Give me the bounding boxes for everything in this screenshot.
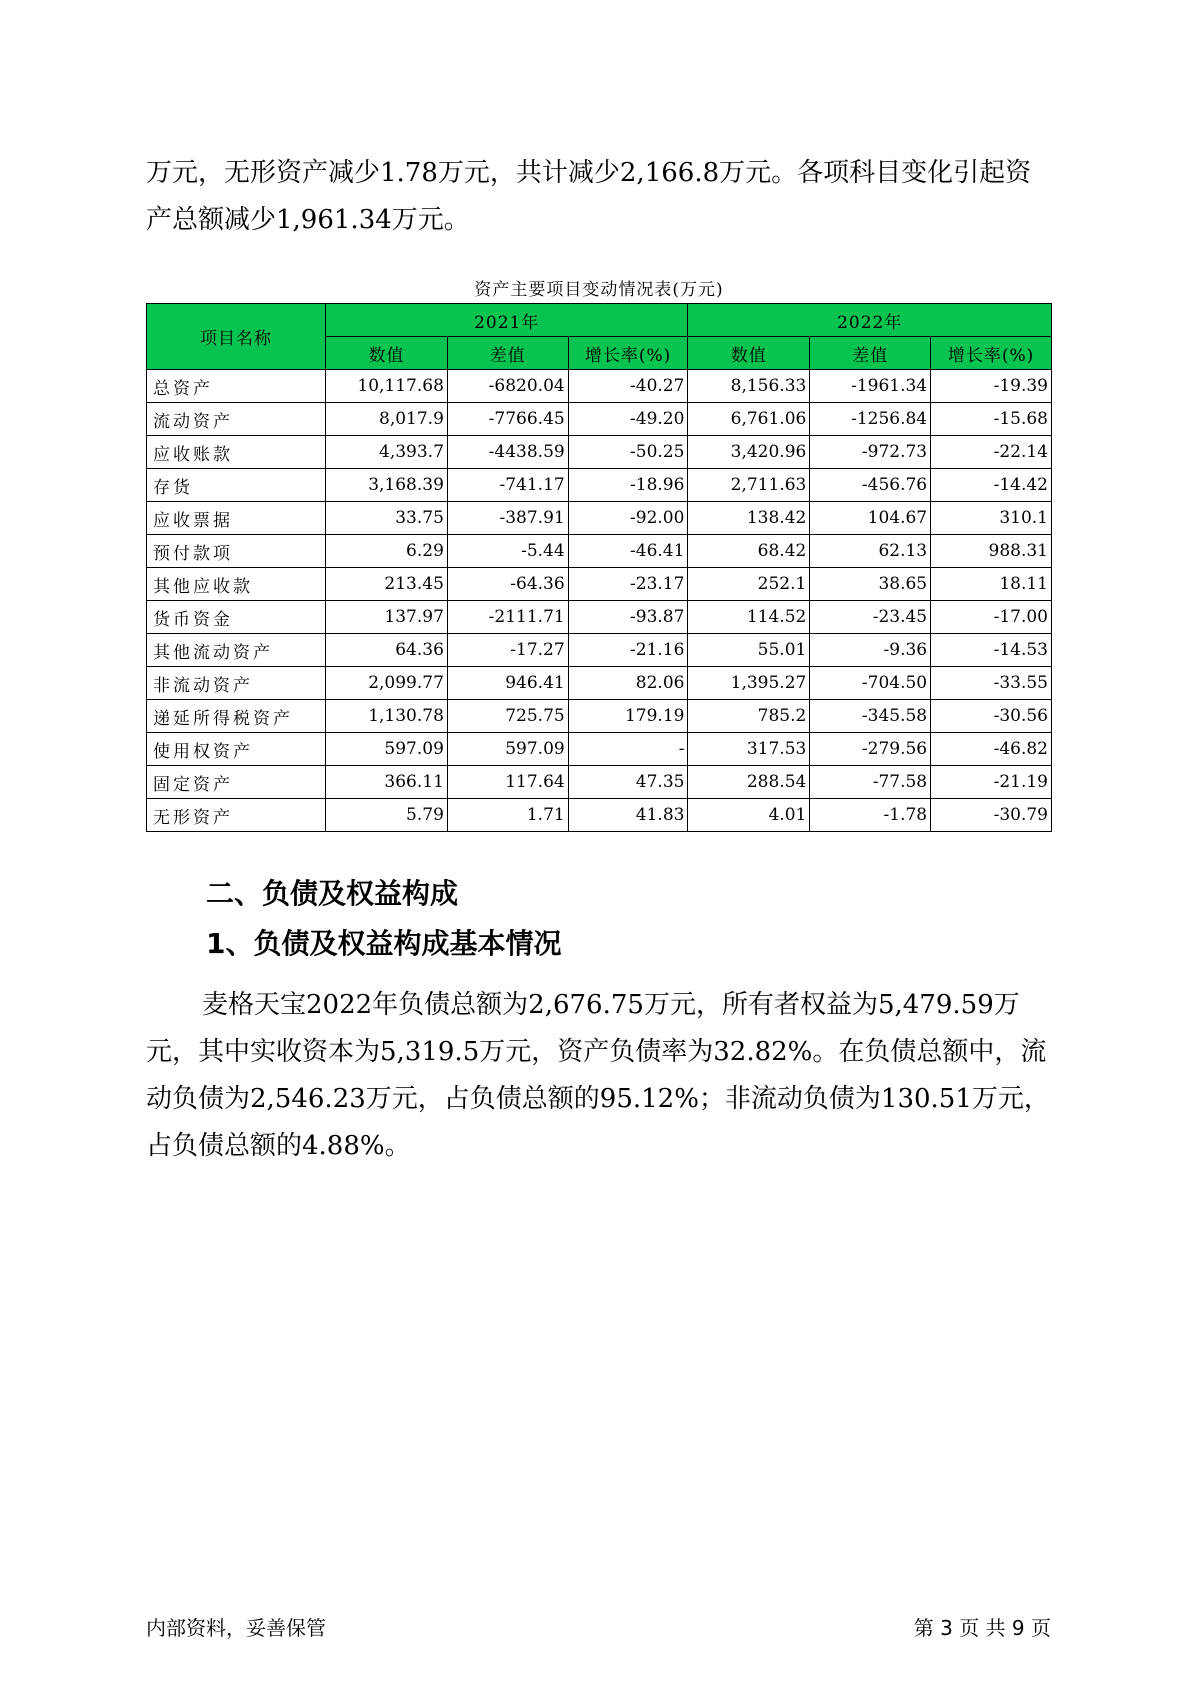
table-cell: 3,420.96 xyxy=(688,436,810,469)
table-cell: -1.78 xyxy=(810,799,931,832)
table-cell: -21.16 xyxy=(568,634,688,667)
table-cell: -18.96 xyxy=(568,469,688,502)
row-item-name: 应收账款 xyxy=(147,436,326,469)
row-item-name: 应收票据 xyxy=(147,502,326,535)
table-cell: -704.50 xyxy=(810,667,931,700)
header-growth-2022: 增长率(%) xyxy=(931,337,1052,370)
table-cell: 114.52 xyxy=(688,601,810,634)
table-cell: -7766.45 xyxy=(447,403,568,436)
table-cell: 310.1 xyxy=(931,502,1052,535)
table-row xyxy=(147,601,1052,634)
table-cell: -14.42 xyxy=(931,469,1052,502)
table-cell: 785.2 xyxy=(688,700,810,733)
table-cell: 1,130.78 xyxy=(326,700,448,733)
table-cell: 725.75 xyxy=(447,700,568,733)
table-cell: 62.13 xyxy=(810,535,931,568)
table-caption: 资产主要项目变动情况表(万元) xyxy=(474,280,724,300)
table-cell: -40.27 xyxy=(568,370,688,403)
row-item-name: 其他应收款 xyxy=(147,568,326,601)
body-paragraph xyxy=(146,982,1056,1170)
table-cell: -77.58 xyxy=(810,766,931,799)
header-diff-2022: 差值 xyxy=(810,337,931,370)
body-text: 麦格天宝2022年负债总额为2,676.75万元，所有者权益为5,479.59万元，其中实收资本为5,319.5万元，资产负债率为32.82%。在负债总额中，流动负债为2,546.23万元，占负债总额的95.12%；非流动负债为130.51万元，占负债总额的4.88%。 xyxy=(146,990,1050,1161)
table-cell: -23.17 xyxy=(568,568,688,601)
table-cell: 8,017.9 xyxy=(326,403,448,436)
intro-paragraph xyxy=(146,150,1056,244)
row-item-name: 固定资产 xyxy=(147,766,326,799)
header-value-2022: 数值 xyxy=(688,337,810,370)
table-cell: -30.56 xyxy=(931,700,1052,733)
table-row xyxy=(147,667,1052,700)
table-cell: 366.11 xyxy=(326,766,448,799)
table-cell: 5.79 xyxy=(326,799,448,832)
table-cell: -345.58 xyxy=(810,700,931,733)
table-cell: 2,711.63 xyxy=(688,469,810,502)
table-cell: -741.17 xyxy=(447,469,568,502)
table-cell: 4.01 xyxy=(688,799,810,832)
table-row xyxy=(147,733,1052,766)
table-row xyxy=(147,700,1052,733)
header-year-2022: 2022年 xyxy=(688,304,1052,337)
table-cell: 138.42 xyxy=(688,502,810,535)
table-cell: -50.25 xyxy=(568,436,688,469)
table-row xyxy=(147,403,1052,436)
footer-page-number: 第 3 页 共 9 页 xyxy=(913,1616,1051,1640)
table-cell: 47.35 xyxy=(568,766,688,799)
table-cell: 1.71 xyxy=(447,799,568,832)
sub-heading: 1、负债及权益构成基本情况 xyxy=(206,927,562,960)
row-item-name: 使用权资产 xyxy=(147,733,326,766)
asset-change-table xyxy=(146,303,1052,832)
row-item-name: 无形资产 xyxy=(147,799,326,832)
table-cell: -33.55 xyxy=(931,667,1052,700)
row-item-name: 存货 xyxy=(147,469,326,502)
table-row xyxy=(147,469,1052,502)
table-body xyxy=(147,370,1052,832)
table-cell: -64.36 xyxy=(447,568,568,601)
table-header-row-years xyxy=(147,304,1052,337)
table-cell: 6.29 xyxy=(326,535,448,568)
table-cell: -15.68 xyxy=(931,403,1052,436)
header-item-name: 项目名称 xyxy=(147,304,326,370)
table-cell: -19.39 xyxy=(931,370,1052,403)
table-cell: 10,117.68 xyxy=(326,370,448,403)
table-cell: 82.06 xyxy=(568,667,688,700)
table-cell: -30.79 xyxy=(931,799,1052,832)
table-cell: 55.01 xyxy=(688,634,810,667)
table-cell: -6820.04 xyxy=(447,370,568,403)
table-cell: -4438.59 xyxy=(447,436,568,469)
row-item-name: 流动资产 xyxy=(147,403,326,436)
table-cell: 2,099.77 xyxy=(326,667,448,700)
table-cell: -21.19 xyxy=(931,766,1052,799)
table-cell: - xyxy=(568,733,688,766)
table-cell: 104.67 xyxy=(810,502,931,535)
table-cell: 252.1 xyxy=(688,568,810,601)
table-cell: -93.87 xyxy=(568,601,688,634)
table-cell: -92.00 xyxy=(568,502,688,535)
table-cell: 68.42 xyxy=(688,535,810,568)
intro-text: 万元，无形资产减少1.78万元，共计减少2,166.8万元。各项科目变化引起资产总额减少1,961.34万元。 xyxy=(146,158,1032,235)
table-cell: 33.75 xyxy=(326,502,448,535)
table-cell: -9.36 xyxy=(810,634,931,667)
table-cell: -5.44 xyxy=(447,535,568,568)
row-item-name: 总资产 xyxy=(147,370,326,403)
table-cell: 988.31 xyxy=(931,535,1052,568)
table-cell: 137.97 xyxy=(326,601,448,634)
table-cell: -46.41 xyxy=(568,535,688,568)
footer-confidential-note: 内部资料，妥善保管 xyxy=(146,1616,326,1640)
table-cell: 946.41 xyxy=(447,667,568,700)
table-cell: 64.36 xyxy=(326,634,448,667)
table-row xyxy=(147,766,1052,799)
table-row xyxy=(147,568,1052,601)
table-cell: -17.27 xyxy=(447,634,568,667)
table-cell: -46.82 xyxy=(931,733,1052,766)
table-cell: -1961.34 xyxy=(810,370,931,403)
table-row xyxy=(147,370,1052,403)
row-item-name: 货币资金 xyxy=(147,601,326,634)
table-cell: 3,168.39 xyxy=(326,469,448,502)
table-row xyxy=(147,502,1052,535)
table-row xyxy=(147,436,1052,469)
table-row xyxy=(147,799,1052,832)
table-cell: 288.54 xyxy=(688,766,810,799)
table-cell: -387.91 xyxy=(447,502,568,535)
table-cell: 597.09 xyxy=(326,733,448,766)
table-cell: -23.45 xyxy=(810,601,931,634)
table-cell: 117.64 xyxy=(447,766,568,799)
section-heading: 二、负债及权益构成 xyxy=(206,877,459,910)
header-year-2021: 2021年 xyxy=(326,304,688,337)
header-growth-2021: 增长率(%) xyxy=(568,337,688,370)
table-row xyxy=(147,535,1052,568)
table-cell: 317.53 xyxy=(688,733,810,766)
table-cell: -49.20 xyxy=(568,403,688,436)
table-cell: 1,395.27 xyxy=(688,667,810,700)
table-cell: 6,761.06 xyxy=(688,403,810,436)
table-cell: 41.83 xyxy=(568,799,688,832)
table-cell: -279.56 xyxy=(810,733,931,766)
table-cell: -972.73 xyxy=(810,436,931,469)
table-cell: -17.00 xyxy=(931,601,1052,634)
table-cell: 597.09 xyxy=(447,733,568,766)
header-value-2021: 数值 xyxy=(326,337,448,370)
table-cell: 213.45 xyxy=(326,568,448,601)
table-cell: 179.19 xyxy=(568,700,688,733)
table-cell: -1256.84 xyxy=(810,403,931,436)
table-cell: 38.65 xyxy=(810,568,931,601)
table-cell: -14.53 xyxy=(931,634,1052,667)
table-row xyxy=(147,634,1052,667)
table-cell: -22.14 xyxy=(931,436,1052,469)
table-cell: 18.11 xyxy=(931,568,1052,601)
header-diff-2021: 差值 xyxy=(447,337,568,370)
table-cell: -456.76 xyxy=(810,469,931,502)
row-item-name: 递延所得税资产 xyxy=(147,700,326,733)
table-cell: 8,156.33 xyxy=(688,370,810,403)
table-cell: -2111.71 xyxy=(447,601,568,634)
table-cell: 4,393.7 xyxy=(326,436,448,469)
row-item-name: 非流动资产 xyxy=(147,667,326,700)
row-item-name: 其他流动资产 xyxy=(147,634,326,667)
row-item-name: 预付款项 xyxy=(147,535,326,568)
